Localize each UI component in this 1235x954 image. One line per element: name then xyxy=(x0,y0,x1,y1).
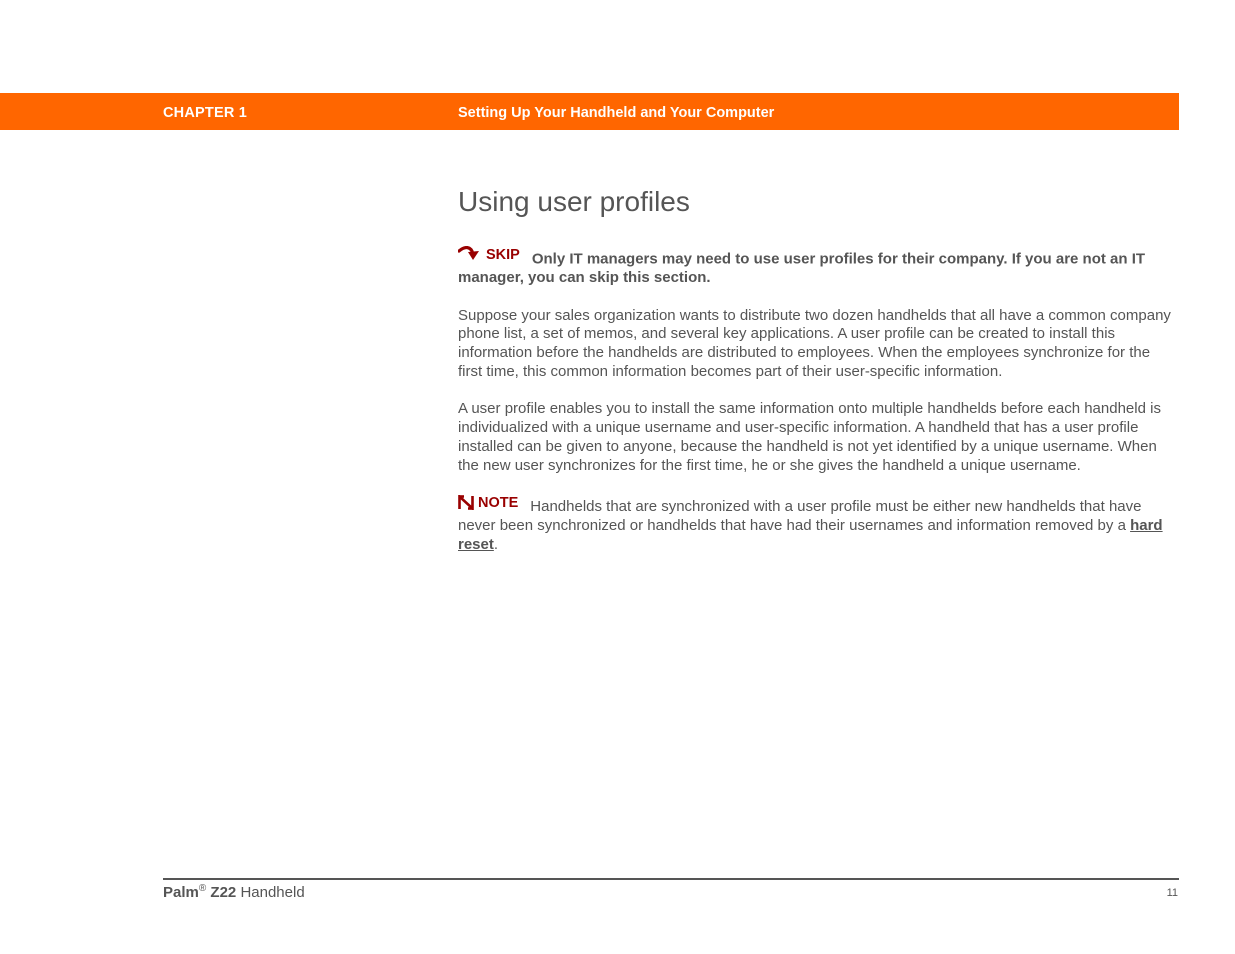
footer-brand: Palm xyxy=(163,884,199,901)
skip-label: SKIP xyxy=(486,247,520,263)
chapter-title: Setting Up Your Handheld and Your Computer xyxy=(458,105,775,121)
body-paragraph-2: A user profile enables you to install the same information onto multiple handhelds before each handheld is individualized with a unique username and user-specific information. A handheld that has a user profile installed can be given to anyone, because the handheld is not yet identified by a unique username. When the new user synchronizes for the first time, he or she gives the handheld a unique username. xyxy=(458,400,1161,474)
hard-reset-link[interactable]: hard reset xyxy=(458,516,1163,553)
skip-tag xyxy=(458,246,520,265)
body-paragraph-1: Suppose your sales organization wants to distribute two dozen handhelds that all have a common company phone list, a set of memos, and several key applications. A user profile can be created to install this information before the handhelds are distributed to employees. When the employees synchronize for the first time, this common information becomes part of their user-specific information. xyxy=(458,306,1171,380)
note-label: NOTE xyxy=(478,495,519,512)
skip-text: Only IT managers may need to use user profiles for their company. If you are not an IT manager, you can skip this section. xyxy=(458,250,1146,287)
section-heading: Using user profiles xyxy=(458,186,690,217)
footer-product-name: Handheld xyxy=(240,884,305,901)
note-icon xyxy=(458,495,474,510)
note-text: Handhelds that are synchronized with a user profile must be either new handhelds that have never been synchronized or handhelds that have had their usernames and information removed by a xyxy=(458,498,1142,534)
section-content xyxy=(458,246,1176,573)
registered-mark: ® xyxy=(198,883,207,894)
page-number: 11 xyxy=(1166,887,1178,899)
footer-product xyxy=(163,884,305,901)
note-text-end: . xyxy=(493,535,499,553)
footer-model: Z22 xyxy=(210,884,237,901)
chapter-number: CHAPTER 1 xyxy=(163,105,247,121)
note-paragraph xyxy=(458,494,1176,554)
skip-paragraph xyxy=(458,246,1176,288)
note-tag xyxy=(458,494,518,513)
footer-divider xyxy=(163,878,1179,880)
skip-arrow-icon xyxy=(458,246,482,262)
